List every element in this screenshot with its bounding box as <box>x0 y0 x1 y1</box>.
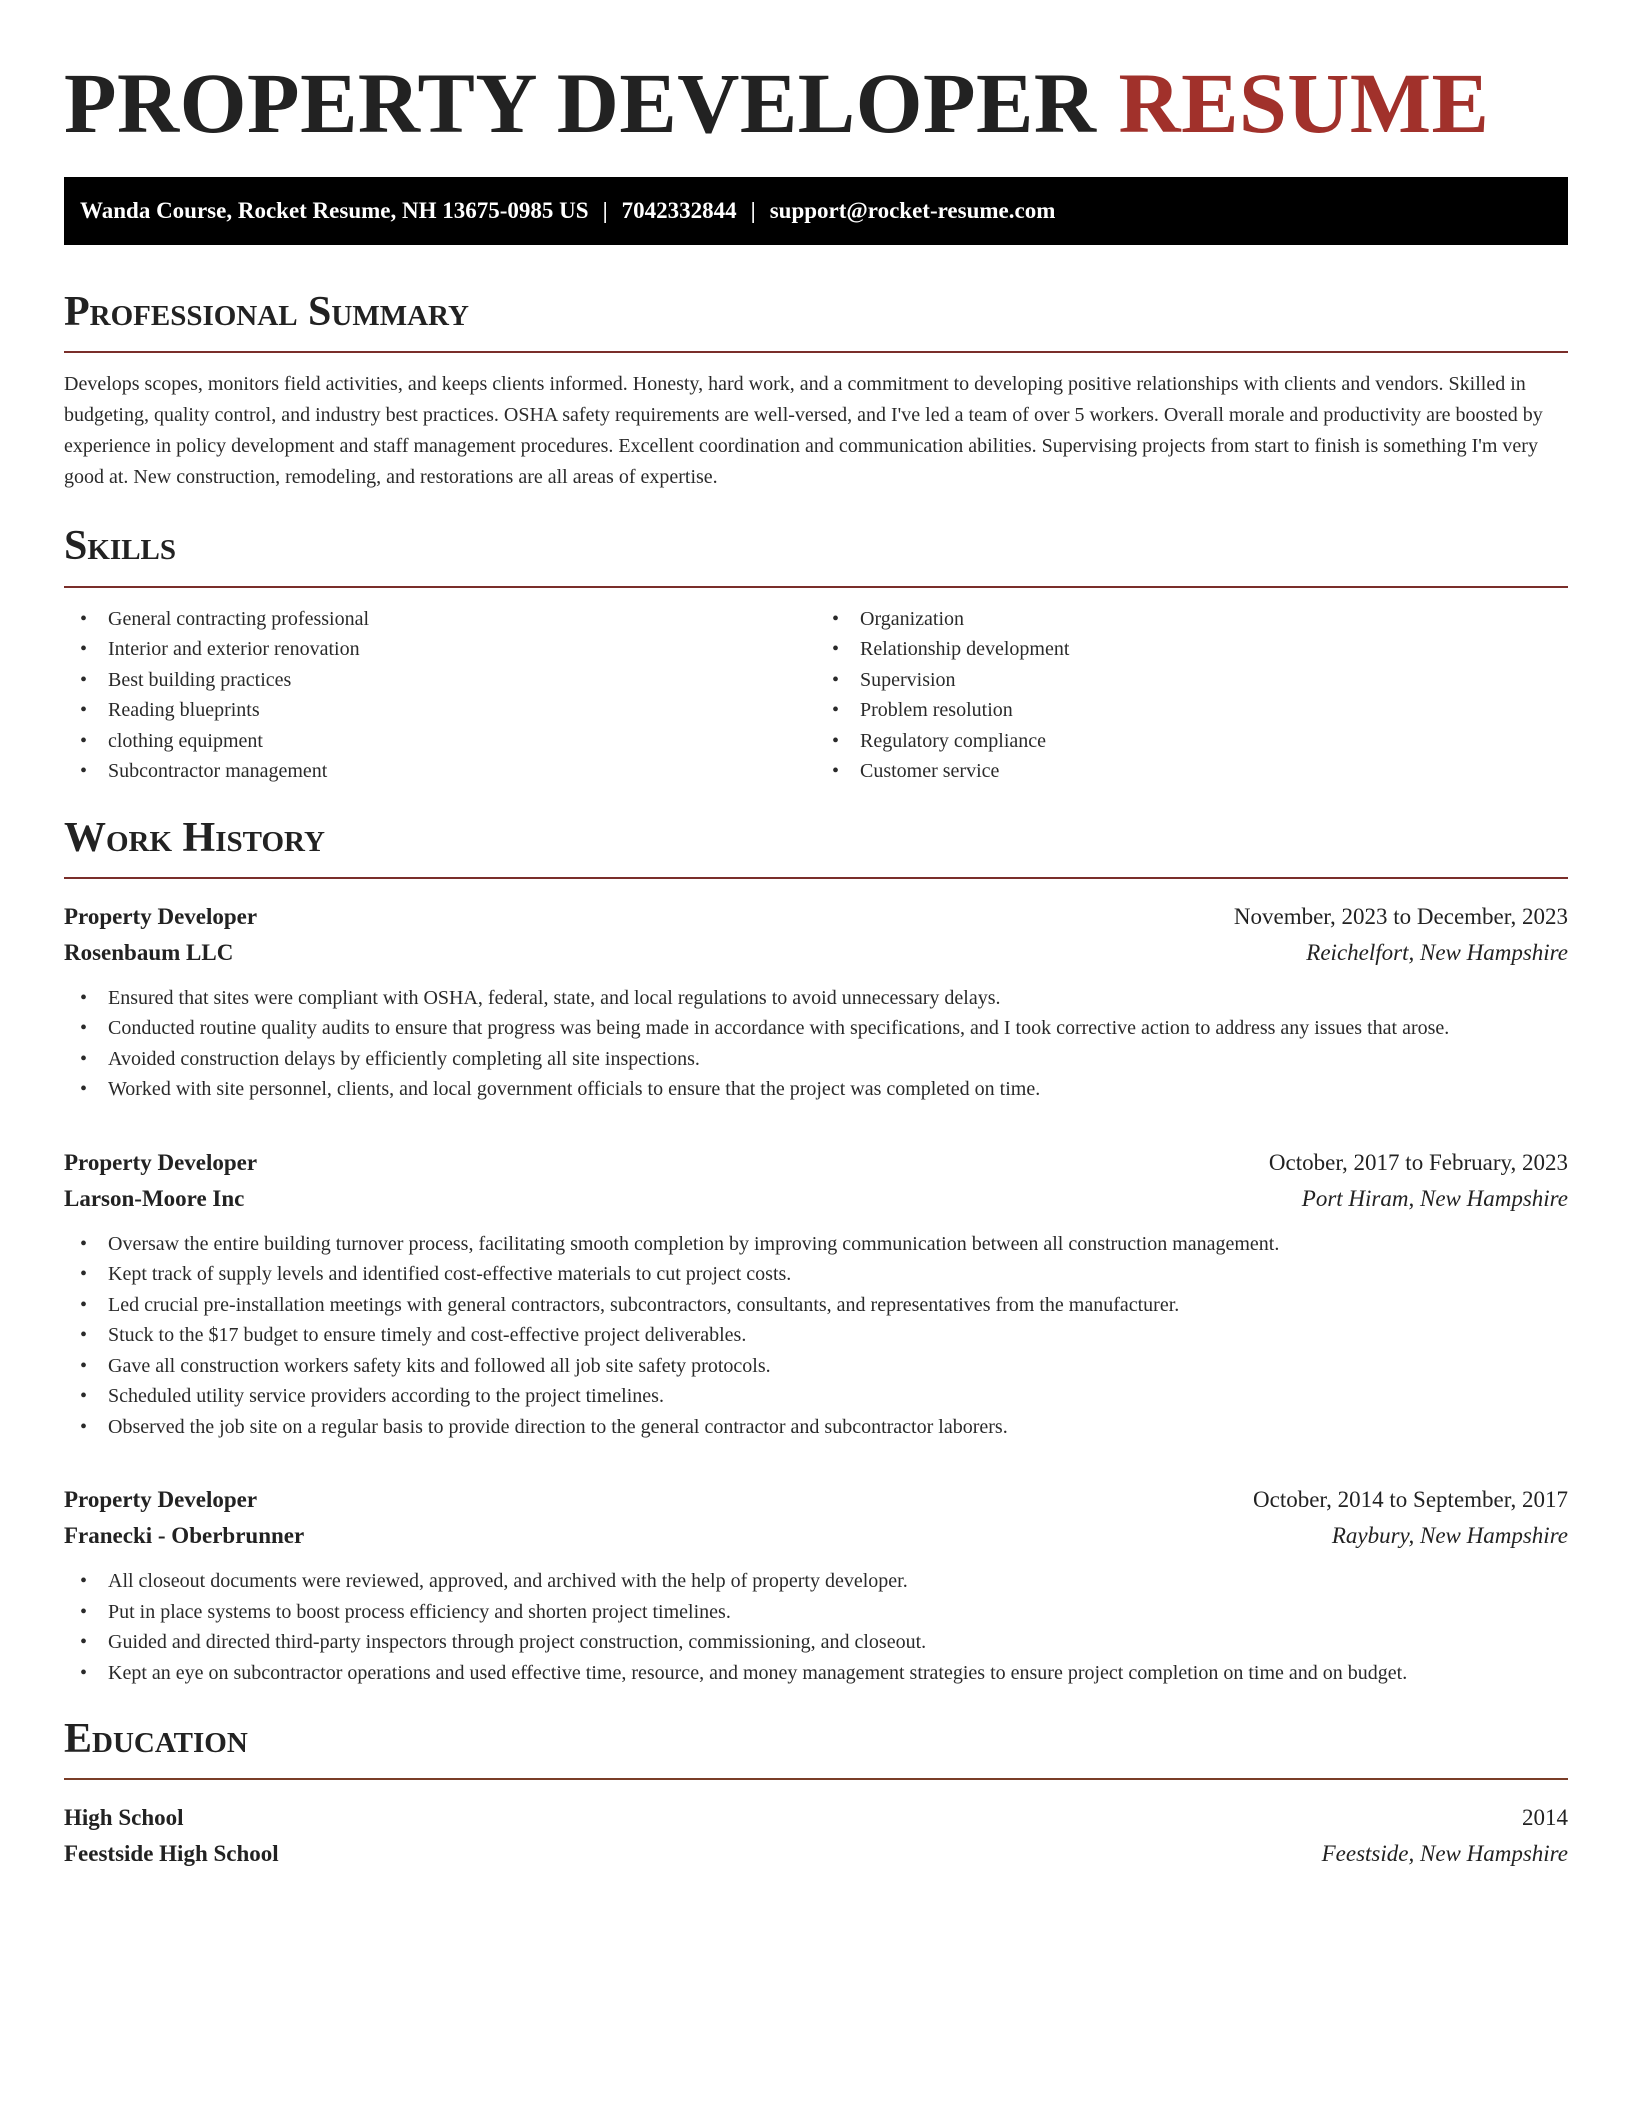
job-dates: November, 2023 to December, 2023 <box>1233 903 1568 929</box>
contact-email: support@rocket-resume.com <box>769 198 1056 224</box>
skills-divider <box>64 586 1568 588</box>
job-company: Franecki - Oberbrunner <box>64 1523 305 1549</box>
job-bullet: • Observed the job site on a regular basis to provide direction to the general contractor and subcontractor laborers. <box>64 1412 1568 1443</box>
education-degree-row <box>64 1800 1568 1836</box>
job-location: Port Hiram, New Hampshire <box>1301 1185 1568 1211</box>
job-entry <box>64 1145 1568 1443</box>
skills-heading: Skills <box>64 523 177 570</box>
job-bullet: • Gave all construction workers safety kits and followed all job site safety protocols. <box>64 1351 1568 1382</box>
skills-list-right <box>816 604 1568 787</box>
summary-divider <box>64 351 1568 353</box>
job-bullet: • Avoided construction delays by efficiently completing all site inspections. <box>64 1044 1568 1075</box>
skill-item: • Problem resolution <box>816 695 1568 726</box>
skill-item: • Regulatory compliance <box>816 726 1568 757</box>
work-heading: Work History <box>64 814 325 861</box>
education-school-row <box>64 1836 1568 1872</box>
job-bullets <box>64 1229 1568 1443</box>
skills-columns <box>64 604 1568 787</box>
skill-item: • Supervision <box>816 665 1568 696</box>
job-bullet: • Kept an eye on subcontractor operations and used effective time, resource, and money management strategies to ensure project completion on time and on budget. <box>64 1658 1568 1689</box>
job-bullets <box>64 983 1568 1105</box>
contact-address: Wanda Course, Rocket Resume, NH 13675-0985 US <box>80 198 589 224</box>
education-degree: High School <box>64 1805 184 1831</box>
job-location: Raybury, New Hampshire <box>1331 1523 1568 1549</box>
summary-text: Develops scopes, monitors field activities, and keeps clients informed. Honesty, hard work, and a commitment to developing positive relationships with clients and vendors. Skilled in budgeting, quality control, and industry best practices. OSHA safety requirements are well-versed, and I've led a team of over 5 workers. Overall morale and productivity are boosted by experience in policy development and staff management procedures. Excellent coordination and communication abilities. Supervising projects from start to finish is something I'm very good at. New construction, remodeling, and restorations are all areas of expertise. <box>64 373 1543 489</box>
contact-separator: | <box>602 198 608 224</box>
title-accent: RESUME <box>1118 55 1490 151</box>
skill-item: • Customer service <box>816 756 1568 787</box>
skill-item: • General contracting professional <box>64 604 816 635</box>
job-company: Rosenbaum LLC <box>64 939 234 965</box>
job-header-row <box>64 1145 1568 1181</box>
job-company-row <box>64 1518 1568 1554</box>
job-company: Larson-Moore Inc <box>64 1185 245 1211</box>
job-bullet: • Kept track of supply levels and identified cost-effective materials to cut project costs. <box>64 1259 1568 1290</box>
job-dates: October, 2017 to February, 2023 <box>1268 1149 1568 1175</box>
job-bullet: • Put in place systems to boost process efficiency and shorten project timelines. <box>64 1597 1568 1628</box>
job-bullet: • Guided and directed third-party inspectors through project construction, commissioning, and closeout. <box>64 1627 1568 1658</box>
job-bullet: • Scheduled utility service providers according to the project timelines. <box>64 1381 1568 1412</box>
skill-item: • Best building practices <box>64 665 816 696</box>
skill-item: • Interior and exterior renovation <box>64 634 816 665</box>
job-header-row <box>64 1482 1568 1518</box>
skill-item: • clothing equipment <box>64 726 816 757</box>
job-bullet: • Ensured that sites were compliant with OSHA, federal, state, and local regulations to avoid unnecessary delays. <box>64 983 1568 1014</box>
education-heading: Education <box>64 1716 248 1763</box>
job-bullet: • Led crucial pre-installation meetings with general contractors, subcontractors, consultants, and representatives from the manufacturer. <box>64 1290 1568 1321</box>
skill-item: • Subcontractor management <box>64 756 816 787</box>
job-bullet: • All closeout documents were reviewed, approved, and archived with the help of property developer. <box>64 1566 1568 1597</box>
education-year: 2014 <box>1522 1805 1568 1831</box>
summary-heading: Professional Summary <box>64 289 469 336</box>
job-location: Reichelfort, New Hampshire <box>1306 939 1568 965</box>
skill-item: • Reading blueprints <box>64 695 816 726</box>
education-school: Feestside High School <box>64 1841 279 1867</box>
resume-title <box>64 52 1568 155</box>
contact-separator: | <box>750 198 756 224</box>
job-entry <box>64 899 1568 1105</box>
job-header-row <box>64 899 1568 935</box>
work-divider <box>64 877 1568 879</box>
job-bullet: • Oversaw the entire building turnover process, facilitating smooth completion by improving communication between all construction management. <box>64 1229 1568 1260</box>
job-bullet: • Conducted routine quality audits to ensure that progress was being made in accordance with specifications, and I took corrective action to address any issues that arose. <box>64 1013 1568 1044</box>
education-entry <box>64 1800 1568 1872</box>
skill-item: • Relationship development <box>816 634 1568 665</box>
job-title: Property Developer <box>64 1149 258 1175</box>
education-divider <box>64 1778 1568 1780</box>
job-title: Property Developer <box>64 903 258 929</box>
job-bullet: • Stuck to the $17 budget to ensure timely and cost-effective project deliverables. <box>64 1320 1568 1351</box>
job-company-row <box>64 935 1568 971</box>
job-entry <box>64 1482 1568 1688</box>
education-location: Feestside, New Hampshire <box>1321 1841 1568 1867</box>
job-company-row <box>64 1181 1568 1217</box>
skill-item: • Organization <box>816 604 1568 635</box>
contact-phone: 7042332844 <box>621 198 737 224</box>
job-bullet: • Worked with site personnel, clients, and local government officials to ensure that the project was completed on time. <box>64 1074 1568 1105</box>
title-main: PROPERTY DEVELOPER <box>64 55 1119 151</box>
contact-bar <box>64 177 1568 245</box>
job-title: Property Developer <box>64 1487 258 1513</box>
job-dates: October, 2014 to September, 2017 <box>1253 1487 1568 1513</box>
job-bullets <box>64 1566 1568 1688</box>
skills-list-left <box>64 604 816 787</box>
